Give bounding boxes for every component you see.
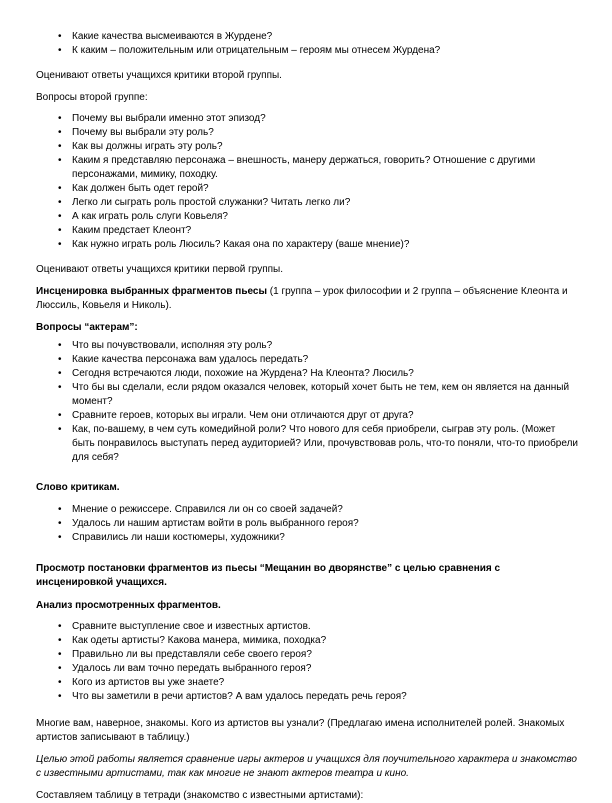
- section-heading: Анализ просмотренных фрагментов.: [36, 600, 221, 611]
- paragraph: Составляем таблицу в тетради (знакомство с известными артистами):: [36, 790, 364, 801]
- list-item: • Мнение о режиссере. Справился ли он со своей задачей?: [36, 503, 578, 517]
- list-item: • Удалось ли вам точно передать выбранного героя?: [36, 662, 578, 676]
- list-item: • Каким я представляю персонажа – внешность, манеру держаться, говорить? Отношение с другими персонажами, мимику, походку.: [36, 154, 578, 182]
- paragraph: Оценивают ответы учащихся критики второй группы.: [36, 70, 282, 81]
- section-heading: Слово критикам.: [36, 482, 120, 493]
- list-item: • Как, по-вашему, в чем суть комедийной роли? Что нового для себя приобрели, сыграв эту роль. (Может быть понравилось выступать перед аудиторией? Или, прочувствовав роль, что-то поняли, что-то приобрели для себя?: [36, 423, 578, 465]
- list-item: • К каким – положительным или отрицательным – героям мы отнесем Журдена?: [36, 44, 578, 58]
- list-item: • Легко ли сыграть роль простой служанки? Читать легко ли?: [36, 196, 578, 210]
- bullet-list: [36, 503, 578, 545]
- bold-heading-text: Инсценировка выбранных фрагментов пьесы: [36, 286, 267, 297]
- paragraph-text: (1 группа – урок философии и 2 группа – объяснение Клеонта и Люссиль, Ковьеля и Николь).: [36, 286, 568, 311]
- section-heading: Вопросы “актерам”:: [36, 322, 138, 333]
- paragraph: Целью этой работы является сравнение игры актеров и учащихся для поучительного характера и знакомство с известными артистами, так как многие не знают актеров театра и кино.: [36, 754, 577, 779]
- list-item: • Как одеты артисты? Какова манера, мимика, походка?: [36, 634, 578, 648]
- document-page: [36, 30, 578, 803]
- list-item: • Какие качества персонажа вам удалось передать?: [36, 353, 578, 367]
- list-item: • Правильно ли вы представляли себе своего героя?: [36, 648, 578, 662]
- list-item: • Как вы должны играть эту роль?: [36, 140, 578, 154]
- list-item: • Удалось ли нашим артистам войти в роль выбранного героя?: [36, 517, 578, 531]
- list-item: • Справились ли наши костюмеры, художники?: [36, 531, 578, 545]
- paragraph: Вопросы второй группе:: [36, 92, 148, 103]
- list-item: • Как нужно играть роль Люсиль? Какая она по характеру (ваше мнение)?: [36, 238, 578, 252]
- list-item: • Кого из артистов вы уже знаете?: [36, 676, 578, 690]
- paragraph: Многие вам, наверное, знакомы. Кого из артистов вы узнали? (Предлагаю имена исполнителей ролей. Знакомых артистов записывают в таблицу.): [36, 718, 565, 743]
- section-heading: Просмотр постановки фрагментов из пьесы “Мещанин во дворянстве” с целью сравнения с инсценировкой учащихся.: [36, 563, 501, 588]
- list-item: • Что вы почувствовали, исполняя эту роль?: [36, 339, 578, 353]
- paragraph: Оценивают ответы учащихся критики первой группы.: [36, 264, 284, 275]
- list-item: • Как должен быть одет герой?: [36, 182, 578, 196]
- bullet-list: [36, 339, 578, 465]
- list-item: • Сравните героев, которых вы играли. Чем они отличаются друг от друга?: [36, 409, 578, 423]
- list-item: • Сравните выступление свое и известных артистов.: [36, 620, 578, 634]
- bullet-list: [36, 30, 578, 58]
- list-item: • Почему вы выбрали эту роль?: [36, 126, 578, 140]
- list-item: • Сегодня встречаются люди, похожие на Журдена? На Клеонта? Люсиль?: [36, 367, 578, 381]
- list-item: • Что вы заметили в речи артистов? А вам удалось передать речь героя?: [36, 690, 578, 704]
- list-item: • Какие качества высмеиваются в Журдене?: [36, 30, 578, 44]
- bullet-list: [36, 620, 578, 704]
- list-item: • А как играть роль слуги Ковьеля?: [36, 210, 578, 224]
- paragraph: [36, 285, 578, 313]
- list-item: • Каким предстает Клеонт?: [36, 224, 578, 238]
- bullet-list: [36, 112, 578, 252]
- list-item: • Что бы вы сделали, если рядом оказался человек, который хочет быть не тем, кем он является на данный момент?: [36, 381, 578, 409]
- list-item: • Почему вы выбрали именно этот эпизод?: [36, 112, 578, 126]
